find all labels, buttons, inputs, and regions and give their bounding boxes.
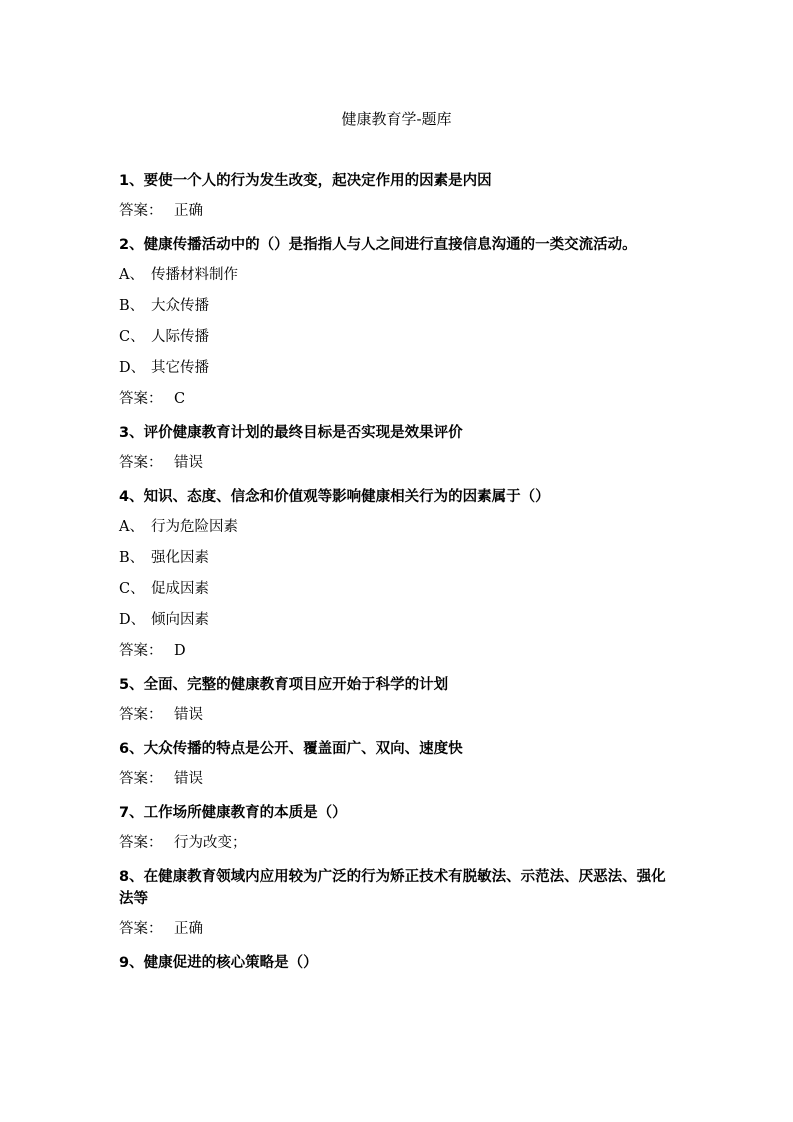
- question-item: [119, 170, 679, 222]
- option-text: 人际传播: [151, 329, 209, 345]
- answer-label: 答案：: [119, 707, 163, 723]
- question-item: [119, 422, 679, 474]
- option-label: C、: [119, 581, 145, 597]
- question-text: 7、工作场所健康教育的本质是（）: [119, 805, 347, 821]
- option-label: D、: [119, 360, 146, 376]
- question-item: [119, 234, 679, 410]
- answer-line: [119, 918, 679, 940]
- option-text: 其它传播: [151, 360, 209, 376]
- option-text: 行为危险因素: [151, 519, 238, 535]
- answer-label: 答案：: [119, 835, 163, 851]
- question-text: 1、要使一个人的行为发生改变，起决定作用的因素是内因: [119, 173, 492, 189]
- question-item: [119, 674, 679, 726]
- answer-line: [119, 200, 679, 222]
- option-d: [119, 609, 679, 631]
- option-label: C、: [119, 329, 145, 345]
- option-a: [119, 516, 679, 538]
- answer-label: 答案：: [119, 921, 163, 937]
- option-text: 促成因素: [151, 581, 209, 597]
- option-c: [119, 326, 679, 348]
- option-label: D、: [119, 612, 146, 628]
- option-text: 大众传播: [151, 298, 209, 314]
- answer-line: [119, 640, 679, 662]
- answer-line: [119, 704, 679, 726]
- answer-value: 错误: [174, 455, 203, 471]
- question-text: 9、健康促进的核心策略是（）: [119, 955, 318, 971]
- option-text: 强化因素: [151, 550, 209, 566]
- option-b: [119, 547, 679, 569]
- answer-line: [119, 388, 679, 410]
- question-item: [119, 802, 679, 854]
- answer-line: [119, 452, 679, 474]
- answer-label: 答案：: [119, 455, 163, 471]
- answer-label: 答案：: [119, 391, 163, 407]
- answer-line: [119, 768, 679, 790]
- answer-value: D: [174, 643, 186, 659]
- option-d: [119, 357, 679, 379]
- option-c: [119, 578, 679, 600]
- answer-value: C: [174, 391, 186, 407]
- answer-value: 正确: [174, 203, 203, 219]
- page-title: 健康教育学-题库: [341, 110, 452, 128]
- option-b: [119, 295, 679, 317]
- question-text: 8、在健康教育领域内应用较为广泛的行为矫正技术有脱敏法、示范法、厌恶法、强化法等: [119, 869, 666, 907]
- answer-value: 错误: [174, 707, 203, 723]
- question-item: [119, 952, 679, 974]
- question-text: 2、健康传播活动中的（）是指指人与人之间进行直接信息沟通的一类交流活动。: [119, 237, 637, 253]
- answer-label: 答案：: [119, 771, 163, 787]
- option-label: B、: [119, 298, 145, 314]
- option-a: [119, 264, 679, 286]
- question-text: 4、知识、态度、信念和价值观等影响健康相关行为的因素属于（）: [119, 489, 550, 505]
- question-list: [119, 170, 679, 974]
- option-label: A、: [119, 519, 144, 535]
- answer-value: 正确: [174, 921, 203, 937]
- option-text: 倾向因素: [151, 612, 209, 628]
- question-item: [119, 486, 679, 662]
- question-item: [119, 866, 679, 940]
- answer-label: 答案：: [119, 203, 163, 219]
- option-text: 传播材料制作: [151, 267, 238, 283]
- question-text: 3、评价健康教育计划的最终目标是否实现是效果评价: [119, 425, 463, 441]
- option-label: A、: [119, 267, 144, 283]
- answer-label: 答案：: [119, 643, 163, 659]
- answer-value: 行为改变；: [174, 835, 247, 851]
- question-item: [119, 738, 679, 790]
- option-label: B、: [119, 550, 145, 566]
- question-text: 5、全面、完整的健康教育项目应开始于科学的计划: [119, 677, 449, 693]
- answer-value: 错误: [174, 771, 203, 787]
- question-text: 6、大众传播的特点是公开、覆盖面广、双向、速度快: [119, 741, 463, 757]
- answer-line: [119, 832, 679, 854]
